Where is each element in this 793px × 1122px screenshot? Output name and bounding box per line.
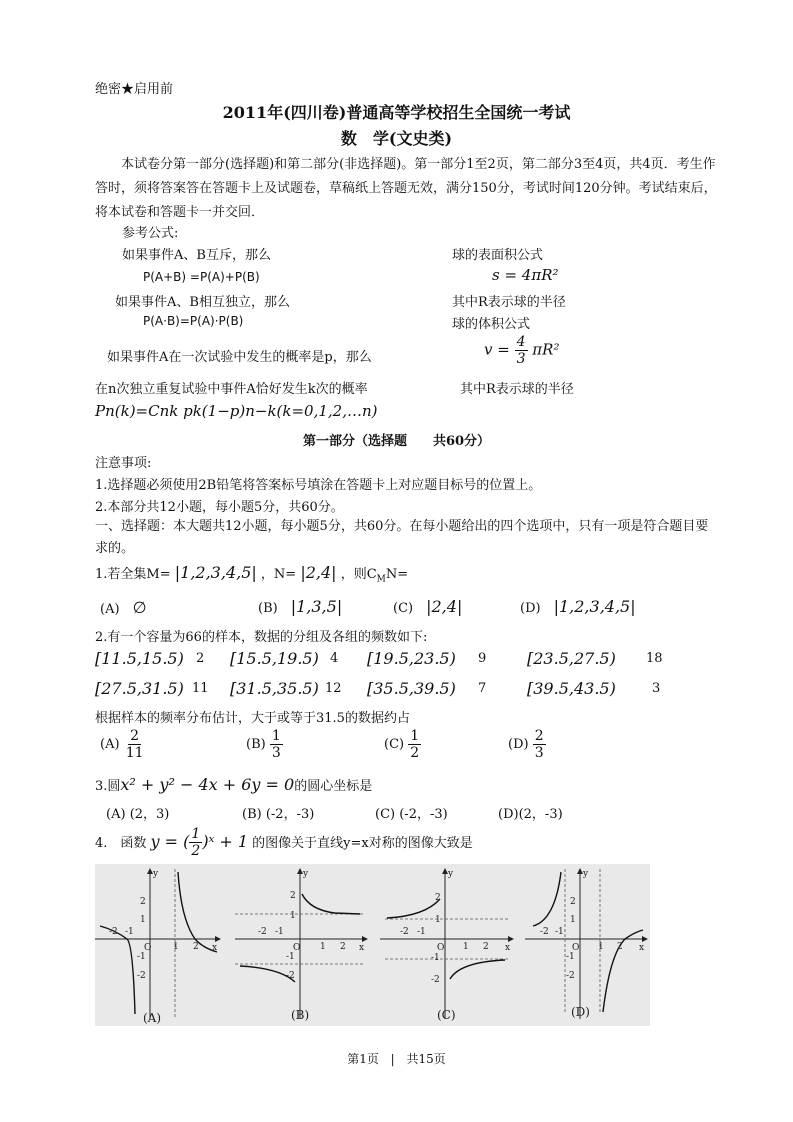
tick: 2 (483, 942, 489, 952)
q4-graphs-svg (95, 864, 650, 1026)
q2-count: 4 (330, 651, 339, 666)
den: 11 (125, 745, 144, 761)
graph-a[interactable] (95, 869, 220, 1025)
q1-option-a-label: (A) (100, 602, 120, 617)
question-3-stem (95, 775, 372, 794)
q1-stem-d: N= (385, 567, 409, 582)
note-2: 2.本部分共12小题，每小题5分，共60分。 (95, 500, 344, 515)
q2-count: 9 (478, 651, 487, 666)
volume-fraction (515, 334, 528, 367)
q2-interval: [31.5,35.5) (230, 679, 319, 698)
q1-set-m: |1,2,3,4,5| (174, 563, 257, 582)
axis-y-label: y (303, 869, 309, 879)
q1-option-c[interactable] (393, 597, 462, 616)
note-1: 1.选择题必须使用2B铅笔将答案标号填涂在答题卡上对应题目标号的位置上。 (95, 478, 542, 493)
graph-b[interactable] (235, 869, 367, 1022)
tick: -2 (137, 971, 146, 981)
den: 3 (271, 745, 281, 761)
section-instructions: 一、选择题：本大题共12小题，每小题5分，共60分。在每小题给出的四个选项中，只有一项是符合题目要求的。 (95, 519, 709, 556)
q3-option-b[interactable] (242, 803, 314, 822)
tick: 1 (463, 942, 469, 952)
sphere-area-formula: s = 4πR² (492, 266, 559, 284)
page-number: 第1页 (347, 1052, 379, 1066)
tick: -2 (109, 927, 118, 937)
sphere-volume-label: 球的体积公式 (452, 317, 531, 332)
tick: -1 (431, 953, 440, 963)
func-rhs: )ˣ + 1 (202, 832, 249, 851)
q2-interval: [19.5,23.5) (367, 649, 456, 668)
tick: 2 (617, 942, 623, 952)
volume-num: 4 (516, 334, 526, 350)
tick: 1 (320, 942, 326, 952)
num: 1 (410, 728, 420, 744)
bernoulli-condition: 在n次独立重复试验中事件A恰好发生k次的概率 (95, 382, 368, 397)
tick: 2 (193, 942, 199, 952)
q1-option-d-label: (D) (520, 601, 541, 616)
independent-formula: P(A·B)=P(A)·P(B) (143, 314, 244, 328)
q1-option-b[interactable] (258, 597, 342, 616)
graph-d[interactable] (525, 869, 647, 1019)
q1-stem-c: ，则C (340, 567, 377, 582)
graph-c[interactable] (380, 869, 513, 1022)
q2-option-a-fraction (124, 728, 146, 761)
q2-option-c-fraction (408, 728, 421, 761)
func-lhs: y = ( (150, 832, 190, 851)
q1-option-c-value: |2,4| (426, 597, 463, 616)
radius-note-1: 其中R表示球的半径 (452, 295, 566, 310)
q3-option-a-value: (2，3) (129, 807, 170, 822)
graph-label: (D) (571, 1005, 590, 1019)
tick: 1 (570, 915, 576, 925)
sphere-area-label: 球的表面积公式 (452, 248, 544, 263)
tick: -2 (400, 927, 409, 937)
tick: -1 (566, 952, 575, 962)
tick: -1 (137, 952, 146, 962)
origin-label: O (293, 943, 301, 953)
q2-count: 2 (196, 651, 205, 666)
num: 1 (191, 826, 201, 842)
tick: 1 (140, 915, 146, 925)
tick: -2 (258, 927, 267, 937)
q1-option-b-label: (B) (258, 601, 278, 616)
tick: -1 (286, 952, 295, 962)
q2-option-d-fraction (533, 728, 546, 761)
q4-stem-b: 的图像关于直线y=x对称的图像大致是 (252, 836, 473, 851)
question-1-stem (95, 563, 408, 585)
volume-den: 3 (516, 351, 526, 367)
q4-function (150, 826, 249, 859)
func-fraction (189, 826, 202, 859)
volume-rhs: πR² (532, 340, 560, 359)
tick: -2 (431, 975, 440, 985)
q2-interval: [39.5,43.5) (527, 679, 616, 698)
den: 3 (534, 745, 544, 761)
q3-option-b-label: (B) (242, 807, 262, 822)
q1-option-b-value: |1,3,5| (290, 597, 343, 616)
q2-option-a[interactable] (100, 728, 146, 761)
q3-option-d[interactable] (498, 803, 563, 822)
graph-label: (A) (143, 1011, 162, 1025)
exam-subtitle: 数 学(文史类) (340, 129, 453, 148)
q3-option-c-label: (C) (375, 807, 396, 822)
tick: 2 (290, 891, 296, 901)
q1-sub-m: M (376, 574, 386, 585)
tick: 1 (598, 942, 604, 952)
q2-interval: [11.5,15.5) (95, 649, 184, 668)
origin-label: O (144, 943, 152, 953)
formula-heading: 参考公式: (122, 226, 179, 241)
question-2-stem: 2.有一个容量为66的样本，数据的分组及各组的频数如下: (95, 630, 428, 645)
total-pages: 共15页 (406, 1052, 446, 1066)
q2-option-d[interactable] (508, 728, 546, 761)
part1-heading: 第一部分（选择题 共60分） (302, 434, 491, 449)
q1-option-d[interactable] (520, 597, 636, 616)
tick: -1 (275, 927, 284, 937)
q2-question: 根据样本的频率分布估计，大于或等于31.5的数据约占 (95, 711, 410, 726)
q2-option-a-label: (A) (100, 737, 120, 752)
q3-option-d-value: (2，-3) (518, 807, 563, 822)
tick: 1 (290, 911, 296, 921)
axis-y-label: y (583, 869, 589, 879)
q1-option-c-label: (C) (393, 601, 414, 616)
q1-option-d-value: |1,2,3,4,5| (553, 597, 636, 616)
q1-option-a[interactable] (100, 598, 147, 617)
q3-option-a-label: (A) (106, 807, 126, 822)
axis-x-label: x (359, 943, 365, 953)
axis-x-label: x (212, 943, 218, 953)
q2-count: 12 (325, 681, 342, 696)
num: 1 (271, 728, 281, 744)
independent-condition: 如果事件A、B相互独立，那么 (115, 295, 290, 310)
graph-label: (C) (437, 1008, 456, 1022)
q3-option-a[interactable] (106, 803, 169, 822)
q3-stem-a: 3.圆 (95, 779, 121, 794)
footer-separator: | (390, 1052, 395, 1066)
axis-y-label: y (153, 869, 159, 879)
axis-x-label: x (639, 943, 645, 953)
exclusive-condition: 如果事件A、B互斥，那么 (122, 248, 271, 263)
num: 2 (130, 728, 140, 744)
question-4-stem (95, 826, 473, 859)
q2-interval: [15.5,19.5) (230, 649, 319, 668)
q2-count: 7 (478, 681, 487, 696)
bernoulli-formula: Pn(k)=Cnk pk(1−p)n−k(k=0,1,2,…n) (95, 402, 378, 420)
q3-equation: x² + y² − 4x + 6y = 0 (120, 775, 295, 794)
q1-option-a-value: ∅ (132, 598, 147, 617)
tick: -2 (566, 971, 575, 981)
sphere-volume-formula (484, 334, 559, 367)
den: 2 (410, 745, 420, 761)
q4-graphs (95, 864, 650, 1026)
q2-interval: [35.5,39.5) (367, 679, 456, 698)
volume-lhs: v = (484, 340, 510, 359)
axis-x-label: x (505, 943, 511, 953)
num: 2 (534, 728, 544, 744)
den: 2 (191, 843, 201, 859)
q2-interval: [23.5,27.5) (527, 649, 616, 668)
q2-count: 3 (652, 681, 661, 696)
graph-label: (B) (291, 1008, 310, 1022)
page-footer (0, 1050, 793, 1067)
exclusive-formula: P(A+B) =P(A)+P(B) (143, 270, 260, 284)
q2-option-d-label: (D) (508, 737, 529, 752)
tick: 2 (140, 897, 146, 907)
tick: 2 (340, 942, 346, 952)
tick: 1 (173, 942, 179, 952)
q2-count: 11 (192, 681, 209, 696)
q2-interval: [27.5,31.5) (95, 679, 184, 698)
tick: 1 (435, 915, 441, 925)
tick: -2 (286, 971, 295, 981)
tick: -2 (540, 927, 549, 937)
q2-option-c-label: (C) (384, 737, 405, 752)
q1-stem-b: ，N= (260, 567, 297, 582)
q3-option-d-label: (D) (498, 807, 519, 822)
q3-option-b-value: (-2，-3) (265, 807, 315, 822)
q1-set-n: |2,4| (300, 563, 337, 582)
radius-note-2: 其中R表示球的半径 (460, 382, 574, 397)
tick: -1 (555, 927, 564, 937)
probability-condition: 如果事件A在一次试验中发生的概率是p，那么 (107, 350, 372, 365)
origin-label: O (572, 943, 580, 953)
q3-option-c-value: (-2，-3) (399, 807, 448, 822)
q1-stem-a: 1.若全集M= (95, 567, 171, 582)
tick: -1 (417, 927, 426, 937)
q4-stem-a: 4. 函数 (95, 836, 147, 851)
exam-title: 2011年(四川卷)普通高等学校招生全国统一考试 (222, 103, 571, 122)
tick: 2 (570, 897, 576, 907)
q3-option-c[interactable] (375, 803, 448, 822)
q3-stem-b: 的圆心坐标是 (294, 779, 373, 794)
q2-option-b-label: (B) (246, 737, 266, 752)
tick: -1 (125, 927, 134, 937)
tick: 2 (435, 893, 441, 903)
q2-option-b[interactable] (246, 728, 283, 761)
q2-option-c[interactable] (384, 728, 421, 761)
origin-label: O (437, 943, 445, 953)
q2-option-b-fraction (270, 728, 283, 761)
axis-y-label: y (448, 869, 454, 879)
q2-count: 18 (646, 651, 663, 666)
intro-paragraph: 本试卷分第一部分(选择题)和第二部分(非选择题)。第一部分1至2页，第二部分3至4页，共4页．考生作答时，须将答案答在答题卡上及试题卷，草稿纸上答题无效，满分150分，考试时间120分钟。考试结束后，将本试卷和答题卡一并交回． (95, 157, 717, 220)
secret-label: 绝密★启用前 (95, 82, 174, 97)
notes-heading: 注意事项: (95, 456, 152, 471)
